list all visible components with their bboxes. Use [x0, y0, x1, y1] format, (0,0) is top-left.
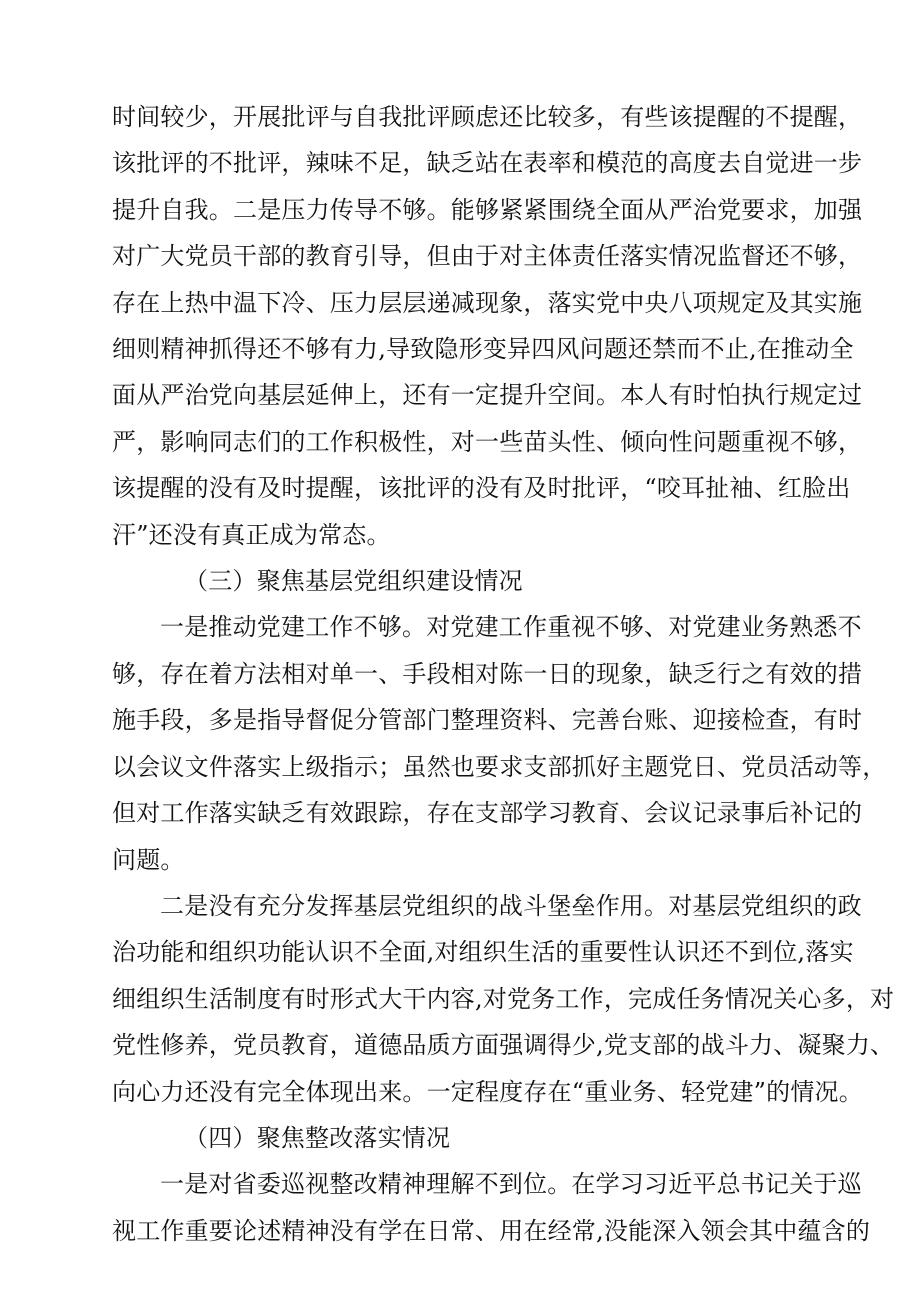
paragraph-3: [112, 883, 895, 1115]
heading-text: （四）聚焦整改落实情况: [184, 1123, 451, 1152]
text-line: 但对工作落实缺乏有效跟踪，存在支部学习教育、会议记录事后补记的: [112, 799, 863, 828]
text-line: 对广大党员干部的教育引导，但由于对主体责任落实情况监督还不够，: [112, 242, 863, 271]
text-line: 存在上热中温下冷、压力层层递减现象，落实党中央八项规定及其实施: [112, 288, 863, 317]
text-line: 时间较少，开展批评与自我批评顾虑还比较多，有些该提醒的不提醒，: [112, 103, 863, 131]
text-line: 汗”还没有真正成为常态。: [112, 520, 391, 549]
text-line: 够，存在着方法相对单一、手段相对陈一日的现象，缺乏行之有效的措: [112, 659, 863, 688]
text-line: 提升自我。二是压力传导不够。能够紧紧围绕全面从严治党要求，加强: [112, 195, 863, 224]
text-line: 一是对省委巡视整改精神理解不到位。在学习习近平总书记关于巡: [160, 1170, 862, 1199]
text-line: 面从严治党向基层延伸上，还有一定提升空间。本人有时怕执行规定过: [112, 381, 863, 410]
heading-text: （三）聚焦基层党组织建设情况: [184, 567, 523, 596]
section-heading-3: [112, 558, 830, 604]
paragraph-2: [112, 604, 887, 882]
paragraph-4: [112, 1161, 871, 1254]
text-line: 细则精神抓得还不够有力,导致隐形变异四风问题还禁而不止,在推动全: [112, 335, 854, 364]
text-line: 施手段，多是指导督促分管部门整理资料、完善台账、迎接检查，有时: [112, 706, 863, 735]
text-line: 党性修养，党员教育，道德品质方面强调得少,党支部的战斗力、凝聚力、: [112, 1031, 895, 1060]
text-line: 向心力还没有完全体现出来。一定程度存在“重业务、轻党建”的情况。: [112, 1077, 863, 1106]
text-line: 该提醒的没有及时提醒，该批评的没有及时批评，“咬耳扯袖、红脸出: [112, 474, 851, 503]
section-heading-4: [112, 1115, 830, 1161]
text-line: 问题。: [112, 845, 185, 874]
paragraph-1: [112, 94, 863, 558]
text-line: 二是没有充分发挥基层党组织的战斗堡垒作用。对基层党组织的政: [160, 891, 862, 920]
text-line: 一是推动党建工作不够。对党建工作重视不够、对党建业务熟悉不: [160, 613, 862, 642]
text-line: 视工作重要论述精神没有学在日常、用在经常,没能深入领会其中蕴含的: [112, 1216, 871, 1245]
text-line: 该批评的不批评，辣味不足，缺乏站在表率和模范的高度去自觉进一步: [112, 149, 863, 178]
text-line: 以会议文件落实上级指示；虽然也要求支部抓好主题党日、党员活动等，: [112, 752, 887, 781]
text-line: 细组织生活制度有时形式大干内容,对党务工作，完成任务情况关心多，对: [112, 984, 895, 1013]
text-line: 治功能和组织功能认识不全面,对组织生活的重要性认识还不到位,落实: [112, 938, 854, 967]
text-line: 严，影响同志们的工作积极性，对一些苗头性、倾向性问题重视不够，: [112, 427, 863, 456]
document-body: [112, 94, 895, 1254]
